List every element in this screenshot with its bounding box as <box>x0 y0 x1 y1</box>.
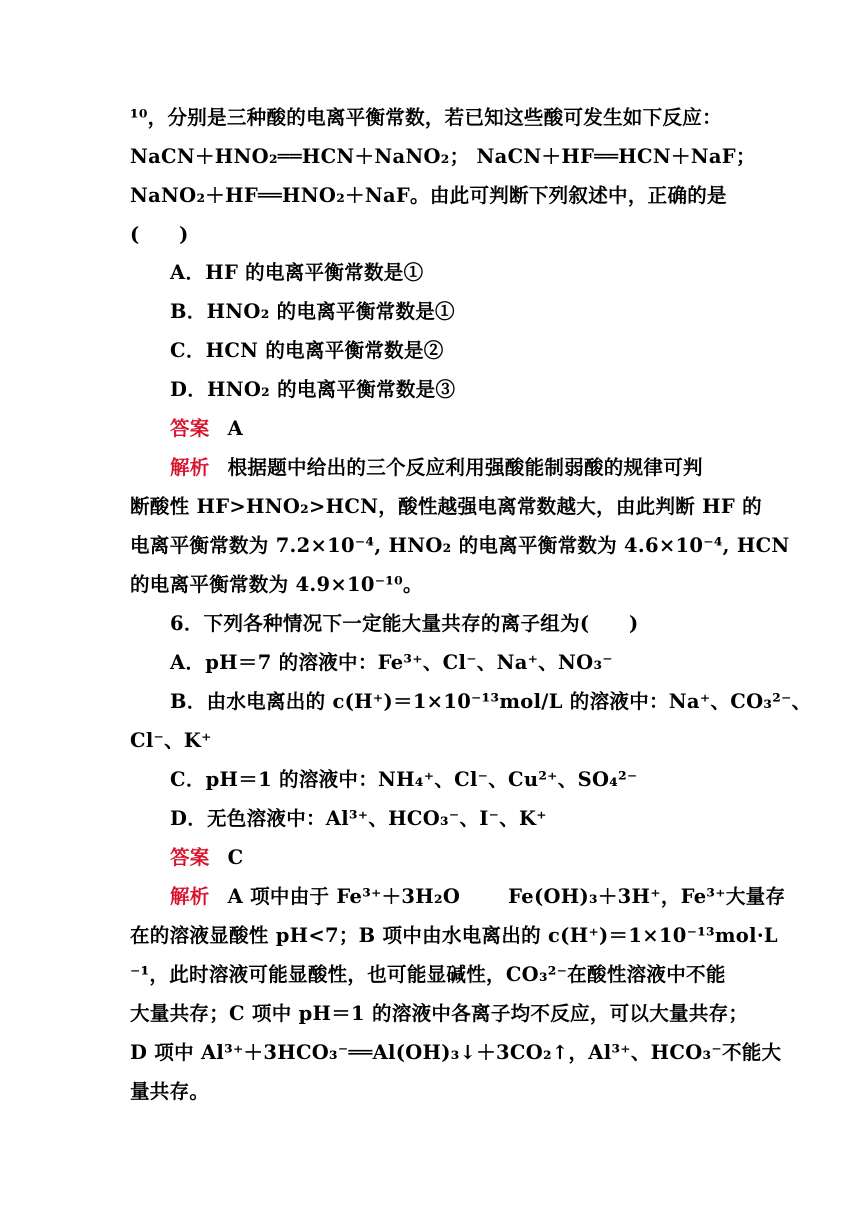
analysis-line <box>170 882 786 912</box>
answer-line <box>170 414 734 444</box>
analysis-text: A 项中由于 Fe³⁺＋3H₂O <box>227 885 461 908</box>
text-line: ⁻¹，此时溶液可能显酸性，也可能显碱性，CO₃²⁻在酸性溶液中不能 <box>130 963 726 986</box>
analysis-label: 解析 <box>170 885 210 908</box>
option-a: A．pH＝7 的溶液中：Fe³⁺、Cl⁻、Na⁺、NO₃⁻ <box>170 651 613 674</box>
answer-value: A <box>227 417 244 440</box>
text-line: ¹⁰，分别是三种酸的电离平衡常数，若已知这些酸可发生如下反应： <box>130 106 722 129</box>
option-b: B．由水电离出的 c(H⁺)＝1×10⁻¹³mol/L 的溶液中：Na⁺、CO₃²⁻、 <box>170 690 812 713</box>
answer-value: C <box>227 846 244 869</box>
text-line: 量共存。 <box>130 1080 210 1103</box>
text-line: NaNO₂＋HF══HNO₂＋NaF。由此可判断下列叙述中，正确的是 <box>130 184 727 207</box>
option-d: D．HNO₂ 的电离平衡常数是③ <box>170 378 456 401</box>
analysis-text: Fe(OH)₃＋3H⁺，Fe³⁺大量存 <box>508 885 786 908</box>
text-line: 电离平衡常数为 7.2×10⁻⁴, HNO₂ 的电离平衡常数为 4.6×10⁻⁴, HCN <box>130 534 790 557</box>
option-b: B．HNO₂ 的电离平衡常数是① <box>170 300 455 323</box>
option-a: A．HF 的电离平衡常数是① <box>170 261 424 284</box>
analysis-line <box>170 453 734 483</box>
text-line: D 项中 Al³⁺＋3HCO₃⁻══Al(OH)₃↓＋3CO₂↑，Al³⁺、HCO₃⁻不能大 <box>130 1041 782 1064</box>
text-line: ( ) <box>130 223 189 246</box>
question-6: 6．下列各种情况下一定能大量共存的离子组为( ) <box>170 612 639 635</box>
option-c: C．HCN 的电离平衡常数是② <box>170 339 444 362</box>
analysis-text: 根据题中给出的三个反应利用强酸能制弱酸的规律可判 <box>227 456 703 479</box>
text-line: Cl⁻、K⁺ <box>130 729 212 752</box>
answer-line <box>170 843 734 873</box>
answer-label: 答案 <box>170 417 210 440</box>
answer-label: 答案 <box>170 846 210 869</box>
option-d: D．无色溶液中：Al³⁺、HCO₃⁻、I⁻、K⁺ <box>170 807 547 830</box>
option-c: C．pH＝1 的溶液中：NH₄⁺、Cl⁻、Cu²⁺、SO₄²⁻ <box>170 768 638 791</box>
text-line: 在的溶液显酸性 pH<7；B 项中由水电离出的 c(H⁺)＝1×10⁻¹³mol·L <box>130 924 778 947</box>
text-line: 大量共存；C 项中 pH＝1 的溶液中各离子均不反应，可以大量共存； <box>130 1002 749 1025</box>
analysis-label: 解析 <box>170 456 210 479</box>
text-line: 断酸性 HF>HNO₂>HCN，酸性越强电离常数越大，由此判断 HF 的 <box>130 495 762 518</box>
text-line: NaCN＋HNO₂══HCN＋NaNO₂； NaCN＋HF══HCN＋NaF； <box>130 145 756 168</box>
text-line: 的电离平衡常数为 4.9×10⁻¹⁰。 <box>130 573 423 596</box>
